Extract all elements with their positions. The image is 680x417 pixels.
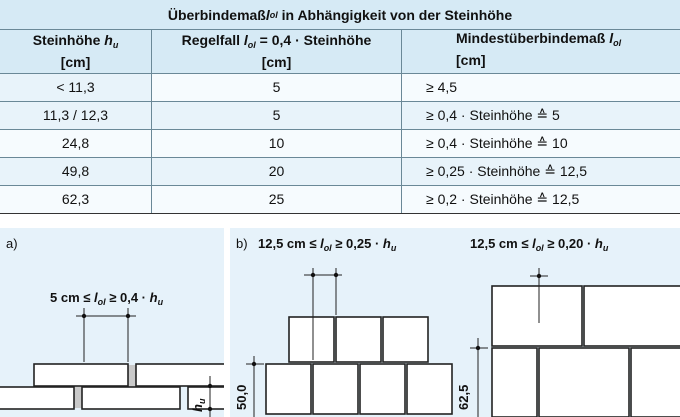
cell-mindest: ≥ 0,25 · Steinhöhe ≙ 12,5 <box>426 163 588 179</box>
cell-regelfall: 25 <box>152 186 402 213</box>
figure-b-height-2: 62,5 <box>456 384 471 410</box>
figure-a <box>0 228 224 417</box>
brick <box>539 348 629 417</box>
brick <box>34 364 128 386</box>
brick <box>313 364 358 414</box>
header-mindest: Mindestüberbindemaß $l_{ol}$ [cm] <box>456 30 622 68</box>
cell-regelfall: 5 <box>152 74 402 101</box>
brick <box>266 364 311 414</box>
brick <box>407 364 452 414</box>
brick <box>492 286 582 346</box>
brick <box>631 348 680 417</box>
brick <box>584 286 680 346</box>
cell-mindest: ≥ 4,5 <box>402 74 680 101</box>
brick <box>336 317 381 362</box>
cell-mindest: ≥ 0,4 · Steinhöhe ≙ 5 <box>426 107 560 123</box>
figure-a-formula: 5 cm ≤ $l_{ol} \ge 0,4 \cdot h_u$ <box>50 290 164 307</box>
cell-mindest: ≥ 0,4 · Steinhöhe ≙ 10 <box>426 135 568 151</box>
figure-b-drawing <box>230 228 680 417</box>
figure-a-drawing <box>0 228 224 417</box>
cell-steinhoehe: < 11,3 <box>0 74 152 101</box>
brick <box>360 364 405 414</box>
table-row <box>0 102 680 130</box>
header-steinhoehe: Steinhöhe $h_u$ [cm] <box>0 30 152 73</box>
cell-steinhoehe: 24,8 <box>0 130 152 157</box>
table-row <box>0 186 680 214</box>
brick <box>0 387 74 409</box>
table-row <box>0 74 680 102</box>
figure-b-formula-1: 12,5 cm ≤ $l_{ol} \ge 0,25 \cdot h_u$ <box>258 236 397 253</box>
cell-steinhoehe: 11,3 / 12,3 <box>0 102 152 129</box>
table-title: Überbindemaß l ol in Abhängigkeit von der Steinhöhe <box>0 0 680 30</box>
brick <box>289 317 334 362</box>
cell-mindest: ≥ 0,2 · Steinhöhe ≙ 12,5 <box>426 191 580 207</box>
figure-b-formula-2: 12,5 cm ≤ $l_{ol} \ge 0,20 \cdot h_u$ <box>470 236 609 253</box>
table-header-row <box>0 30 680 74</box>
brick <box>492 348 537 417</box>
figure-b-height-1: 50,0 <box>234 384 249 410</box>
brick <box>383 317 428 362</box>
brick <box>82 387 180 409</box>
figure-a-height-label: $h_u$ <box>190 398 207 412</box>
cell-regelfall: 5 <box>152 102 402 129</box>
cell-regelfall: 10 <box>152 130 402 157</box>
cell-steinhoehe: 49,8 <box>0 158 152 185</box>
cell-regelfall: 20 <box>152 158 402 185</box>
figure-a-label: a) <box>6 236 18 251</box>
cell-steinhoehe: 62,3 <box>0 186 152 213</box>
header-regelfall: Regelfall $l_{ol} = 0,4$ · Steinhöhe [cm] <box>152 30 402 73</box>
figure-b-label: b) <box>236 236 248 251</box>
figure-b <box>230 228 680 417</box>
table-row <box>0 158 680 186</box>
brick <box>136 364 224 386</box>
table-row <box>0 130 680 158</box>
